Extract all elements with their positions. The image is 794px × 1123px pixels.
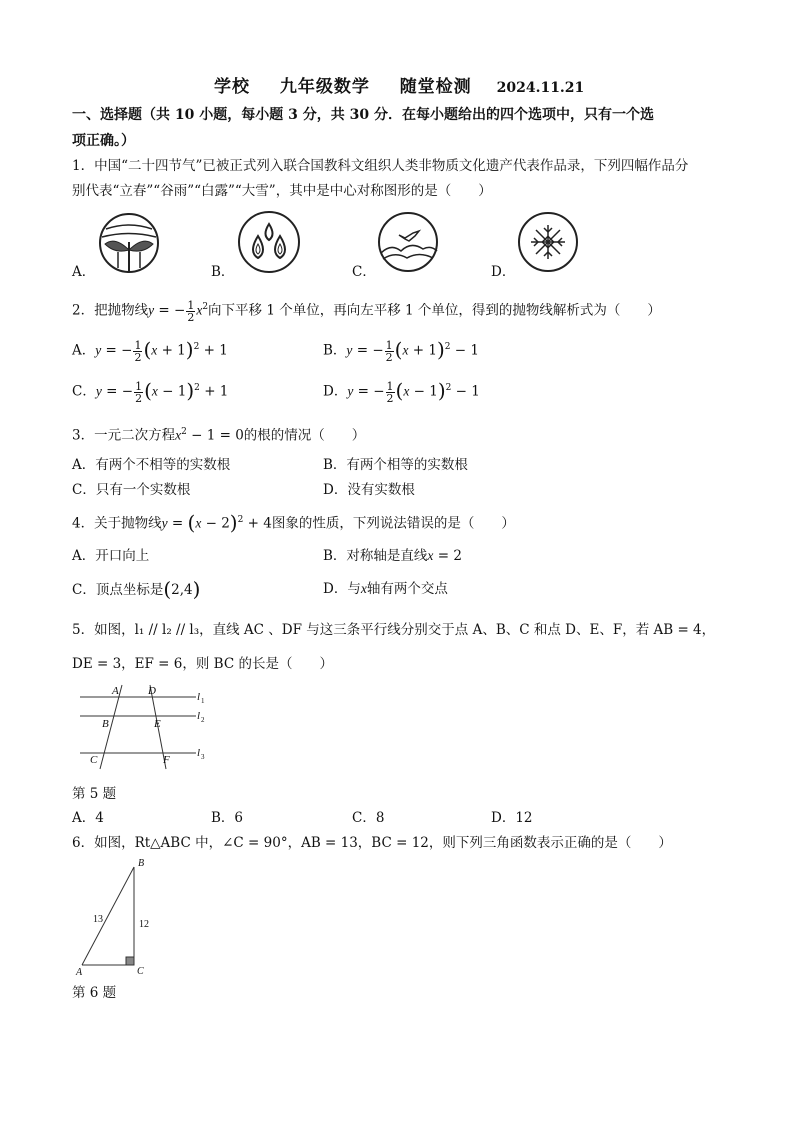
side-ab-label: 13 xyxy=(93,914,103,925)
vertex-a-label: A xyxy=(76,967,83,978)
q1-option-b: B． xyxy=(211,264,235,280)
q5-option-c: C．8 xyxy=(352,810,385,826)
q5-figure-caption: 第 5 题 xyxy=(72,786,117,802)
bailu-landscape-icon xyxy=(375,211,441,274)
section-heading-line1: 一、选择题（共 10 小题，每小题 3 分，共 30 分．在每小题给出的四个选项中，只有一个选 xyxy=(72,107,654,123)
q4-option-d: D．与x轴有两个交点 xyxy=(323,581,448,597)
q2-option-a: A．y = − $\frac{1}{2}$ $(x + 1)^2 + 1$ xyxy=(72,337,228,364)
point-e-label: E xyxy=(154,718,161,730)
side-bc-label: 12 xyxy=(139,919,149,930)
q4-option-b: B．对称轴是直线x = 2 xyxy=(323,548,462,564)
q4-option-a: A．开口向上 xyxy=(72,548,150,564)
point-d-label: D xyxy=(148,685,156,697)
q1-option-a: A． xyxy=(72,264,96,280)
q5-option-d: D．12 xyxy=(491,810,533,826)
line-l1-sub: 1 xyxy=(201,697,205,705)
q1-option-c: C． xyxy=(352,264,376,280)
subject-label: 九年级数学 xyxy=(279,77,370,97)
q2-stem: 2．把抛物线y = − $\frac{1}{2}$ $x^2$向下平移 1 个单位，再向左平移 1 个单位，得到的抛物线解析式为（ ） xyxy=(72,298,661,324)
q6-figure-caption: 第 6 题 xyxy=(72,985,117,1001)
q4-stem: 4．关于抛物线$y = (x - 2)^2 + 4$图象的性质，下列说法错误的是（ ） xyxy=(72,510,515,535)
vertex-b-label: B xyxy=(138,858,145,869)
q3-option-d: D．没有实数根 xyxy=(323,482,415,498)
q3-option-a: A．有两个不相等的实数根 xyxy=(72,457,231,473)
date-label: 2024.11.21 xyxy=(496,80,585,96)
q2-option-b: B．y = − $\frac{1}{2}$ $(x + 1)^2 - 1$ xyxy=(323,337,479,364)
daxue-snowflake-icon xyxy=(515,211,581,274)
q5-option-b: B．6 xyxy=(211,810,244,826)
q6-stem: 6．如图，Rt△ABC 中，∠C = 90°，AB = 13，BC = 12，则下列三角函数表示正确的是（ ） xyxy=(72,835,672,851)
q2-option-d: D．y = − $\frac{1}{2}$ $(x - 1)^2 - 1$ xyxy=(323,378,480,405)
q5-parallel-lines-figure xyxy=(74,683,214,773)
page-title xyxy=(214,72,584,97)
q6-right-triangle-figure xyxy=(74,857,164,979)
school-label: 学校 xyxy=(214,77,250,97)
line-l3-sub: 3 xyxy=(201,753,205,761)
line-l3-label: l xyxy=(197,747,201,759)
q3-stem: 3．一元二次方程$x^2 - 1 = 0$的根的情况（ ） xyxy=(72,427,366,444)
q1-stem-line1: 1．中国“二十四节气”已被正式列入联合国教科文组织人类非物质文化遗产代表作品录，下列四幅作品分 xyxy=(72,158,689,174)
line-l2-label: l xyxy=(197,710,201,722)
point-a-label: A xyxy=(112,685,119,697)
lichun-sprout-icon xyxy=(97,212,161,274)
section-heading-line2: 项正确。） xyxy=(72,133,135,149)
test-label: 随堂检测 xyxy=(399,77,472,97)
q3-option-c: C．只有一个实数根 xyxy=(72,482,191,498)
q1-stem-line2: 别代表“立春”“谷雨”“白露”“大雪”，其中是中心对称图形的是（ ） xyxy=(72,183,492,199)
line-l1-label: l xyxy=(197,691,201,703)
q1-option-d: D． xyxy=(491,264,516,280)
q5-option-a: A．4 xyxy=(72,810,104,826)
point-c-label: C xyxy=(90,754,98,766)
q4-option-c: C．顶点坐标是(2,4) xyxy=(72,577,201,601)
vertex-c-label: C xyxy=(137,966,144,977)
point-f-label: F xyxy=(163,754,170,766)
q2-option-c: C．y = − $\frac{1}{2}$ $(x - 1)^2 + 1$ xyxy=(72,378,229,405)
q5-stem-line2: DE = 3，EF = 6，则 BC 的长是（ ） xyxy=(72,656,333,672)
q3-option-b: B．有两个相等的实数根 xyxy=(323,457,468,473)
guyu-raindrops-icon xyxy=(236,210,302,274)
q5-stem-line1: 5．如图，l₁ // l₂ // l₃，直线 AC 、DF 与这三条平行线分别交于点 A、B、C 和点 D、E、F，若 AB = 4， xyxy=(72,622,716,638)
line-l2-sub: 2 xyxy=(201,716,205,724)
point-b-label: B xyxy=(102,718,109,730)
